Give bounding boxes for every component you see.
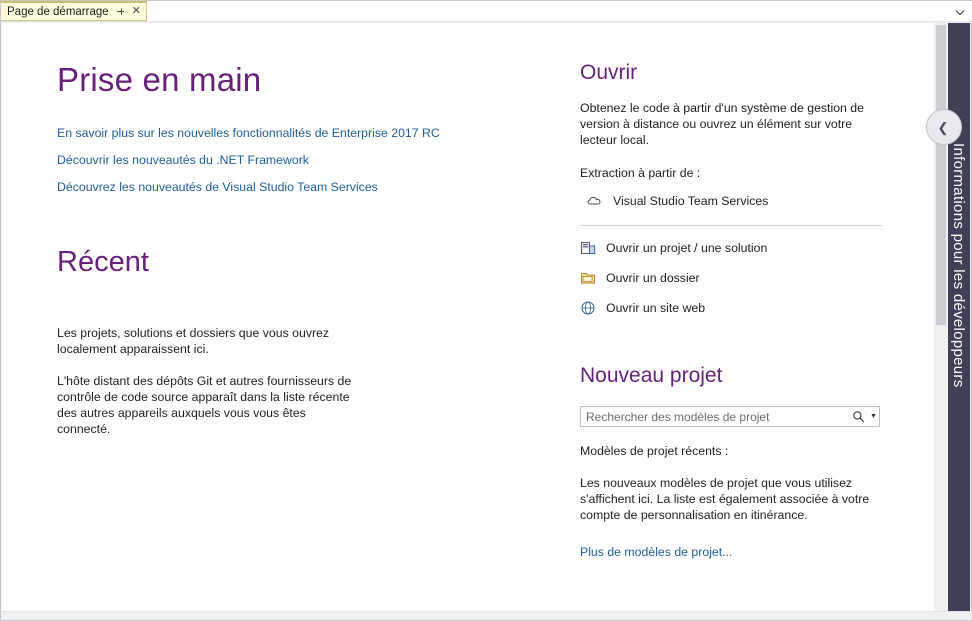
link-whats-new-vsts[interactable]: Découvrez les nouveautés de Visual Studio Team Services	[57, 180, 378, 194]
open-project-solution-row[interactable]	[580, 240, 885, 256]
search-input[interactable]	[581, 407, 848, 426]
project-template-search[interactable]	[580, 406, 880, 427]
get-started-title: Prise en main	[57, 61, 262, 98]
recent-templates-text: Les nouveaux modèles de projet que vous utilisez s'affichent ici. La liste est également associée à votre compte de personnalisation en itinérance.	[580, 476, 870, 522]
open-folder-row[interactable]	[580, 270, 885, 286]
link-whats-new-dotnet[interactable]: Découvrir les nouveautés du .NET Framework	[57, 153, 309, 167]
scrollbar-thumb[interactable]	[936, 25, 946, 325]
tab-label: Page de démarrage	[7, 5, 109, 18]
pin-icon[interactable]	[116, 7, 125, 16]
open-website-icon	[580, 300, 596, 316]
more-project-templates-link[interactable]: Plus de modèles de projet...	[580, 545, 733, 559]
search-icon[interactable]	[848, 407, 868, 426]
start-page	[2, 23, 950, 613]
checkout-item-vsts[interactable]	[580, 193, 885, 209]
search-dropdown-icon[interactable]: ▼	[870, 413, 877, 420]
checkout-from-label: Extraction à partir de :	[580, 166, 701, 180]
open-description: Obtenez le code à partir d'un système de gestion de version à distance ou ouvrez un élément sur votre lecteur local.	[580, 101, 864, 147]
document-tab-strip	[1, 1, 972, 22]
window-bottom-strip	[2, 611, 972, 619]
open-website-row[interactable]	[580, 300, 885, 316]
close-icon[interactable]: ✕	[131, 5, 141, 17]
developer-news-panel-label: Informations pour les développeurs	[950, 143, 968, 388]
link-whats-new-enterprise[interactable]: En savoir plus sur les nouvelles fonctionnalités de Enterprise 2017 RC	[57, 126, 440, 140]
open-folder-icon	[580, 270, 596, 286]
tab-list-dropdown-icon[interactable]	[953, 5, 967, 19]
chevron-left-icon: ❮	[937, 119, 949, 135]
start-page-left-column	[57, 61, 527, 437]
divider	[580, 225, 882, 226]
open-solution-icon	[580, 240, 596, 256]
cloud-icon	[587, 193, 603, 209]
open-website-label: Ouvrir un site web	[606, 301, 706, 315]
recent-title: Récent	[57, 246, 149, 278]
open-title: Ouvrir	[580, 61, 638, 84]
developer-news-collapse-button[interactable]	[926, 109, 962, 145]
tab-page-de-demarrage[interactable]	[1, 1, 147, 21]
checkout-item-label: Visual Studio Team Services	[613, 194, 769, 208]
get-started-links	[57, 126, 527, 194]
open-project-solution-label: Ouvrir un projet / une solution	[606, 241, 768, 255]
open-folder-label: Ouvrir un dossier	[606, 271, 700, 285]
recent-empty-text-2: L'hôte distant des dépôts Git et autres fournisseurs de contrôle de code source apparaît dans la liste récente des autres appareils auxquels vous vous êtes connecté.	[57, 374, 352, 436]
start-page-right-column	[580, 61, 885, 559]
recent-empty-text-1: Les projets, solutions et dossiers que vous ouvrez localement apparaissent ici.	[57, 326, 330, 356]
new-project-title: Nouveau projet	[580, 364, 723, 387]
recent-templates-label: Modèles de projet récents :	[580, 444, 729, 458]
